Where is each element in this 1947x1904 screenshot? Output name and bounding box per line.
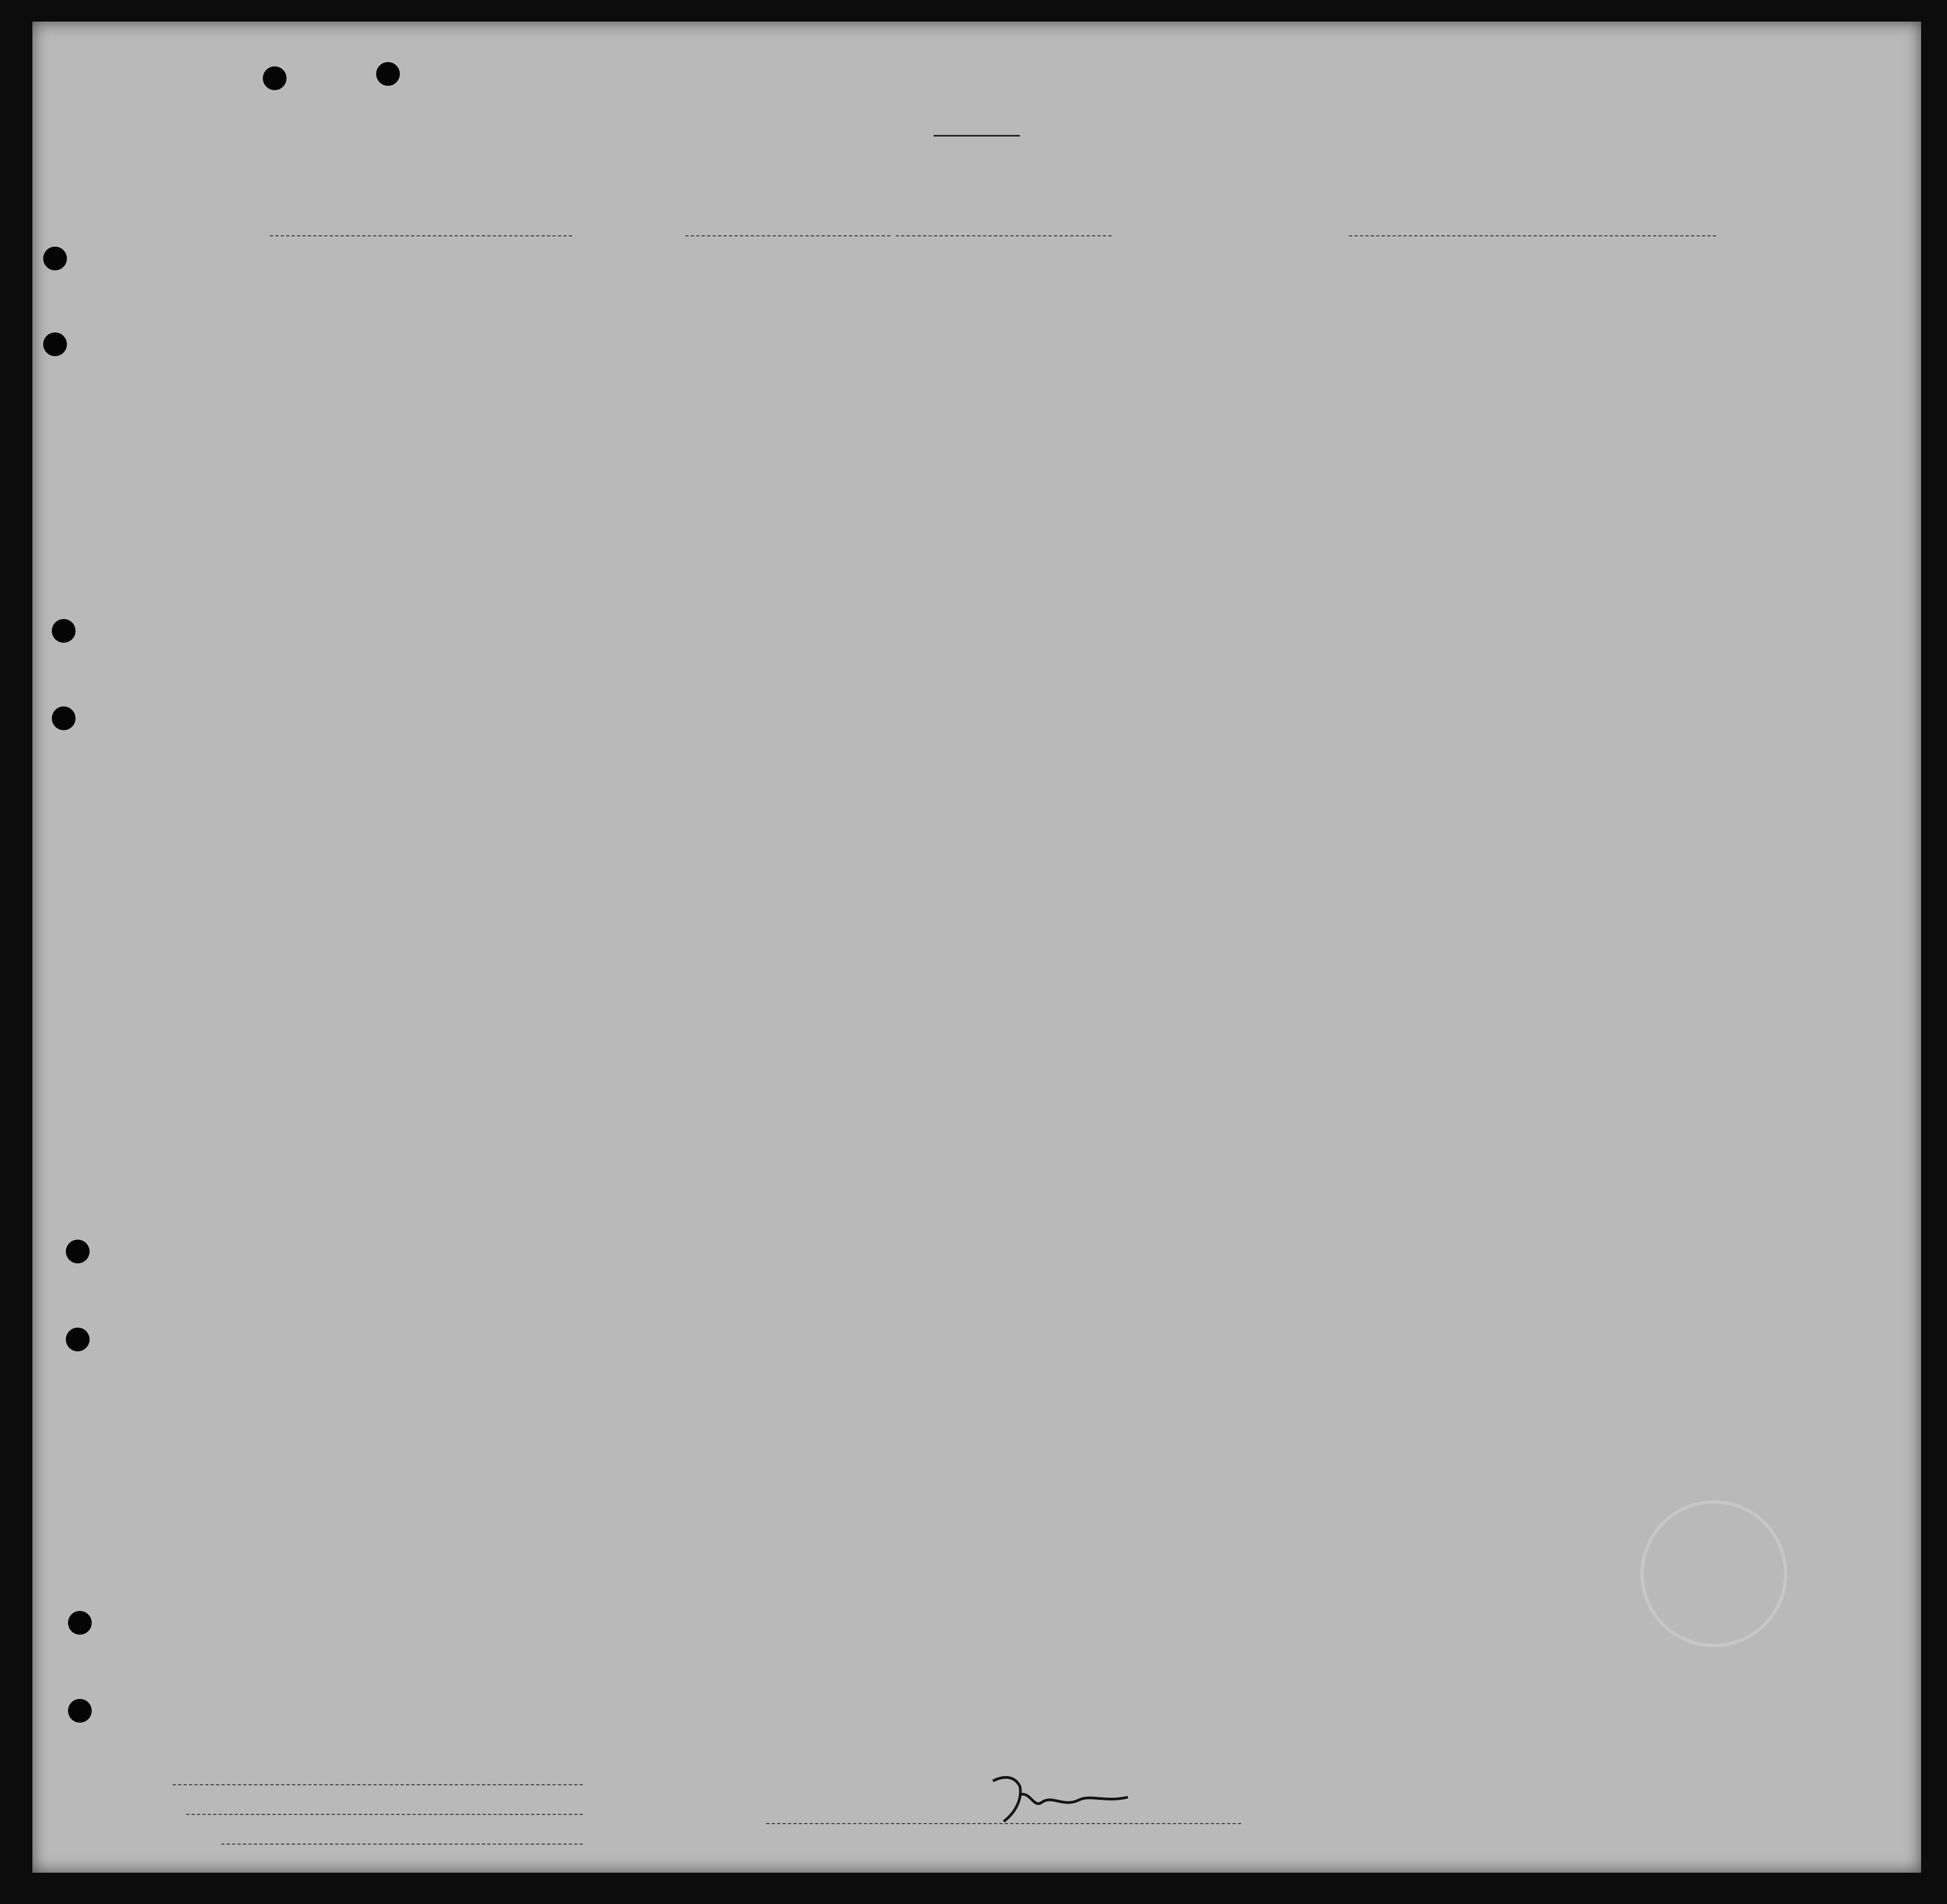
punch-hole bbox=[263, 66, 287, 90]
punch-hole bbox=[66, 1240, 90, 1263]
date-line bbox=[896, 235, 1112, 237]
punch-hole bbox=[52, 619, 76, 643]
arriving-line bbox=[685, 235, 890, 237]
local-agents-field bbox=[221, 1844, 583, 1846]
from-port-line bbox=[1349, 235, 1716, 237]
owners-field bbox=[186, 1814, 583, 1816]
line-field bbox=[173, 1784, 583, 1786]
punch-hole bbox=[52, 706, 76, 730]
inspector-signature bbox=[982, 1770, 1144, 1830]
punch-hole bbox=[376, 62, 400, 86]
punch-hole bbox=[66, 1328, 90, 1351]
sheet-number-label bbox=[1689, 71, 1705, 96]
title-divider bbox=[934, 135, 1020, 137]
inspector-line bbox=[766, 1823, 1241, 1825]
official-stamp bbox=[1640, 1500, 1787, 1647]
punch-hole bbox=[43, 332, 67, 356]
vessel-line bbox=[270, 235, 572, 237]
punch-hole bbox=[68, 1611, 92, 1635]
punch-hole bbox=[43, 247, 67, 270]
punch-hole bbox=[68, 1699, 92, 1723]
manifest-sheet bbox=[32, 22, 1921, 1873]
